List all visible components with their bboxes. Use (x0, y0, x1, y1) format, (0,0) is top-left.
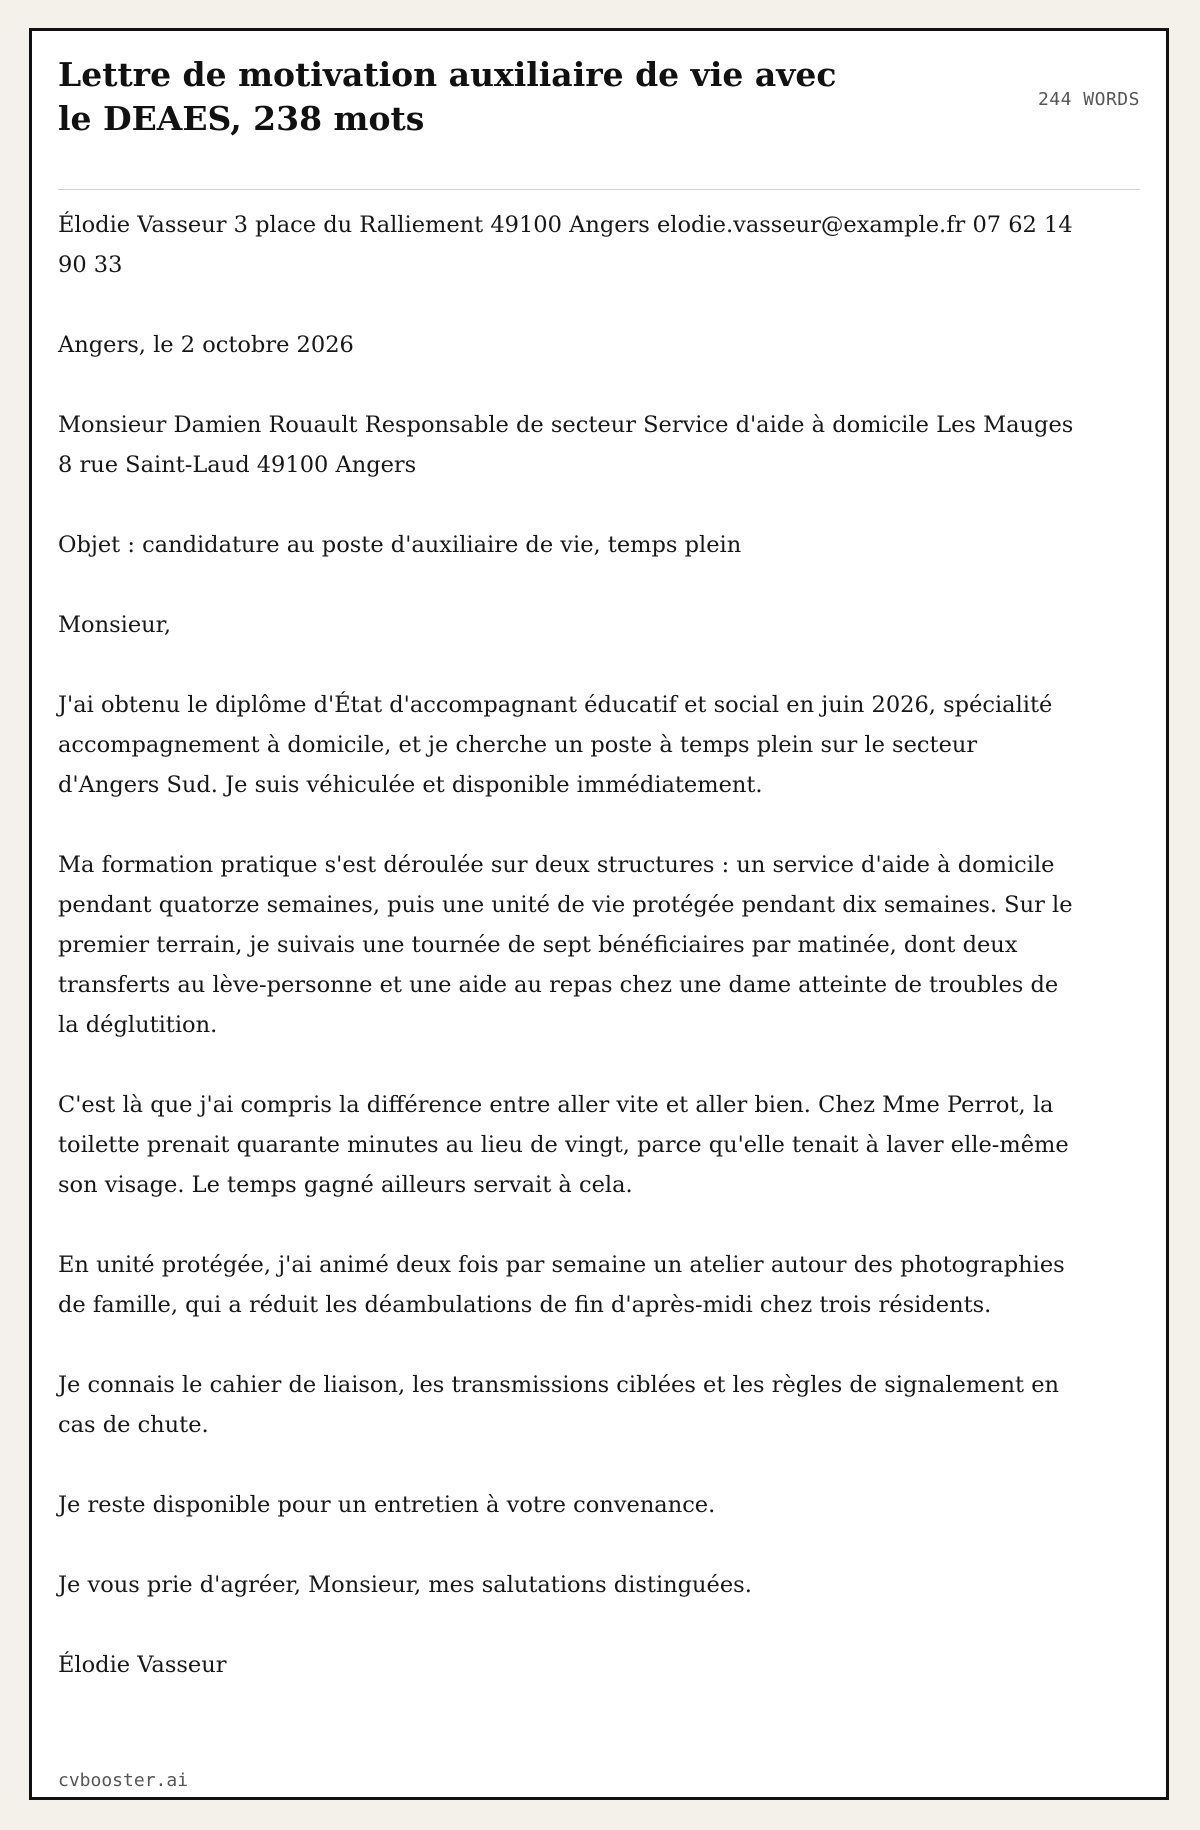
letter-header (58, 53, 1140, 190)
page-title: Lettre de motivation auxiliaire de vie avec le DEAES, 238 mots (58, 55, 837, 138)
word-count-badge: 244 WORDS (1037, 89, 1140, 110)
letter-subject: Objet : candidature au poste d'auxiliaire de vie, temps plein (58, 532, 742, 558)
body-paragraph: J'ai obtenu le diplôme d'État d'accompagnant éducatif et social en juin 2026, spécialité accompagnement à domicile, et je cherche un poste à temps plein sur le secteur d'Angers Sud. Je suis véhiculée et disponible immédiatement. (58, 692, 1053, 798)
body-paragraph: C'est là que j'ai compris la différence entre aller vite et aller bien. Chez Mme Perrot, la toilette prenait quarante minutes au lieu de vingt, parce qu'elle tenait à laver elle-même son visage. Le temps gagné ailleurs servait à cela. (58, 1092, 1069, 1198)
body-paragraph: Ma formation pratique s'est déroulée sur deux structures : un service d'aide à domicile pendant quatorze semaines, puis une unité de vie protégée pendant dix semaines. Sur le premier terrain, je suivais une tournée de sept bénéficiaires par matinée, dont deux transferts au lève-personne et une aide au repas chez une dame atteinte de troubles de la déglutition. (58, 852, 1073, 1038)
letter-card (29, 28, 1169, 1800)
body-paragraph: Je connais le cahier de liaison, les transmissions ciblées et les règles de signalement en cas de chute. (58, 1372, 1059, 1438)
body-paragraph: Je reste disponible pour un entretien à votre convenance. (58, 1492, 716, 1518)
closing-formula: Je vous prie d'agréer, Monsieur, mes salutations distinguées. (58, 1572, 752, 1598)
recipient-block: Monsieur Damien Rouault Responsable de secteur Service d'aide à domicile Les Mauges 8 rue Saint-Laud 49100 Angers (58, 412, 1074, 478)
body-paragraph: En unité protégée, j'ai animé deux fois par semaine un atelier autour des photographies de famille, qui a réduit les déambulations de fin d'après-midi chez trois résidents. (58, 1252, 1065, 1318)
letter-date: Angers, le 2 octobre 2026 (58, 332, 354, 358)
brand-footer: cvbooster.ai (58, 1770, 189, 1791)
sender-block: Élodie Vasseur 3 place du Ralliement 49100 Angers elodie.vasseur@example.fr 07 62 14 90 33 (58, 212, 1073, 278)
signature: Élodie Vasseur (58, 1652, 227, 1678)
letter-body (58, 205, 1078, 1685)
salutation: Monsieur, (58, 612, 172, 638)
